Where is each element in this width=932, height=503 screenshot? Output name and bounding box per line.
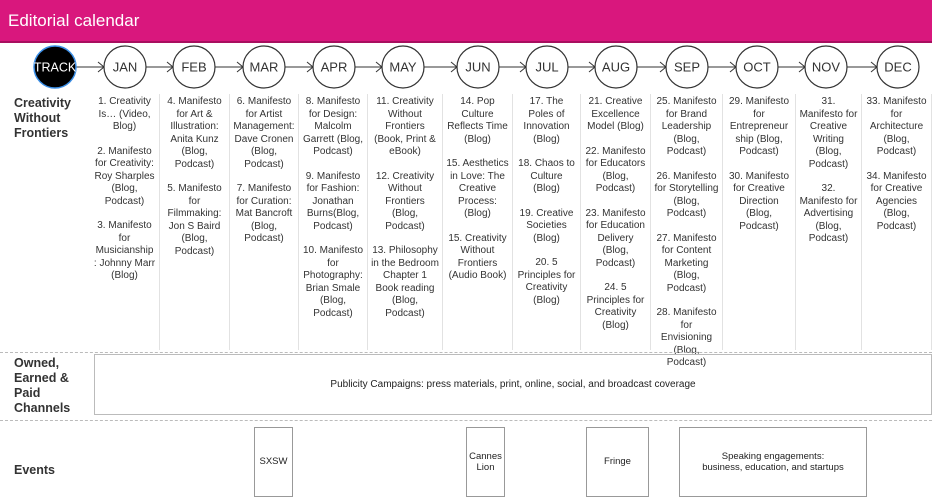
page-title: Editorial calendar xyxy=(8,11,140,30)
month-timeline xyxy=(0,43,932,93)
calendar-item: 24. 5 Principles for Creativity (Blog) xyxy=(586,282,645,331)
calendar-item: 14. Pop Culture Reflects Time (Blog) xyxy=(447,96,508,145)
month-column-jan xyxy=(90,94,160,350)
calendar-item: 31. Manifesto for Creative Writing (Blog, Podcast) xyxy=(799,96,858,170)
calendar-item: 27. Manifesto for Content Marketing (Blog, Podcast) xyxy=(656,232,717,294)
row-label-creativity: Creativity Without Frontiers xyxy=(14,96,71,140)
month-column-mar xyxy=(230,94,299,350)
month-column-sep xyxy=(651,94,723,368)
month-column-feb xyxy=(160,94,230,350)
calendar-item: 32. Manifesto for Advertising (Blog, Podcast) xyxy=(799,183,858,244)
calendar-item: 23. Manifesto for Education Delivery (Blog, Podcast) xyxy=(585,207,646,269)
publicity-campaigns-box: Publicity Campaigns: press materials, print, online, social, and broadcast coverage xyxy=(94,354,932,415)
month-label-sep: SEP xyxy=(673,59,701,75)
month-column-jul xyxy=(513,94,581,350)
month-column-may xyxy=(368,94,443,350)
month-column-nov xyxy=(796,94,862,350)
calendar-item: 15. Creativity Without Frontiers (Audio Book) xyxy=(448,232,507,281)
calendar-item: 29. Manifesto for Entrepreneur ship (Blog, Podcast) xyxy=(728,96,790,157)
month-label-apr: APR xyxy=(320,59,348,75)
month-label-dec: DEC xyxy=(884,59,912,75)
month-label-nov: NOV xyxy=(811,59,841,75)
calendar-item: 15. Aesthetics in Love: The Creative Process: (Blog) xyxy=(446,158,509,219)
calendar-item: 13. Philosophy in the Bedroom Chapter 1 Book reading (Blog, Podcast) xyxy=(371,245,439,319)
calendar-item: 8. Manifesto for Design: Malcolm Garrett (Blog, Podcast) xyxy=(302,96,364,157)
calendar-item: 33. Manifesto for Architecture (Blog, Podcast) xyxy=(866,96,927,157)
title-bar xyxy=(0,0,932,43)
row-separator-2 xyxy=(0,420,932,421)
calendar-item: 30. Manifesto for Creative Direction (Blog, Podcast) xyxy=(728,170,790,232)
month-label-aug: AUG xyxy=(601,59,631,75)
month-column-apr xyxy=(299,94,368,350)
event-sxsw: SXSW xyxy=(254,427,293,497)
month-label-jan: JAN xyxy=(112,59,138,75)
calendar-item: 7. Manifesto for Curation: Mat Bancroft (Blog, Podcast) xyxy=(235,183,293,244)
month-label-oct: OCT xyxy=(743,59,771,75)
calendar-item: 12. Creativity Without Frontiers (Blog, Podcast) xyxy=(375,170,435,232)
calendar-item: 10. Manifesto for Photography: Brian Smale (Blog, Podcast) xyxy=(302,245,364,319)
track-label: TRACK xyxy=(33,60,77,75)
row-label-events: Events xyxy=(14,463,55,477)
month-label-mar: MAR xyxy=(249,59,279,75)
calendar-item: 20. 5 Principles for Creativity (Blog) xyxy=(517,257,576,306)
calendar-item: 2. Manifesto for Creativity: Roy Sharples (Blog, Podcast) xyxy=(94,145,155,207)
month-column-dec xyxy=(862,94,932,350)
month-column-oct xyxy=(723,94,796,350)
calendar-item: 22. Manifesto for Educators (Blog, Podcast) xyxy=(585,145,646,194)
event-speaking-engagements: Speaking engagements: business, education, and startups xyxy=(679,427,867,497)
month-label-may: MAY xyxy=(389,59,417,75)
calendar-item: 21. Creative Excellence Model (Blog) xyxy=(587,96,644,132)
calendar-item: 17. The Poles of Innovation (Blog) xyxy=(523,96,570,145)
calendar-item: 6. Manifesto for Artist Management: Dave Cronen (Blog, Podcast) xyxy=(233,96,295,170)
calendar-item: 4. Manifesto for Art & Illustration: Anita Kunz (Blog, Podcast) xyxy=(167,96,222,170)
calendar-item: 5. Manifesto for Filmmaking: Jon S Baird (Blog, Podcast) xyxy=(167,183,222,257)
month-label-feb: FEB xyxy=(181,59,207,75)
calendar-item: 18. Chaos to Culture (Blog) xyxy=(518,158,575,194)
calendar-item: 1. Creativity Is… (Video, Blog) xyxy=(98,96,151,132)
calendar-item: 19. Creative Societies (Blog) xyxy=(519,207,574,244)
calendar-item: 26. Manifesto for Storytelling (Blog, Podcast) xyxy=(654,170,719,219)
month-label-jun: JUN xyxy=(465,59,491,75)
event-fringe: Fringe xyxy=(586,427,649,497)
event-cannes-lion: Cannes Lion xyxy=(466,427,505,497)
row-separator xyxy=(0,352,932,353)
row-label-owned: Owned, Earned & Paid Channels xyxy=(14,356,71,415)
calendar-item: 9. Manifesto for Fashion: Jonathan Burns(Blog, Podcast) xyxy=(305,170,361,232)
calendar-item: 3. Manifesto for Musicianship : Johnny Marr (Blog) xyxy=(93,220,156,281)
month-column-jun xyxy=(443,94,513,350)
calendar-item: 25. Manifesto for Brand Leadership (Blog, Podcast) xyxy=(656,96,717,157)
month-label-jul: JUL xyxy=(535,59,559,75)
calendar-item: 28. Manifesto for Envisioning (Blog, Podcast) xyxy=(656,307,717,368)
month-column-aug xyxy=(581,94,651,350)
calendar-item: 11. Creativity Without Frontiers (Book, Print & eBook) xyxy=(374,96,436,157)
calendar-item: 34. Manifesto for Creative Agencies (Blog, Podcast) xyxy=(866,170,927,232)
